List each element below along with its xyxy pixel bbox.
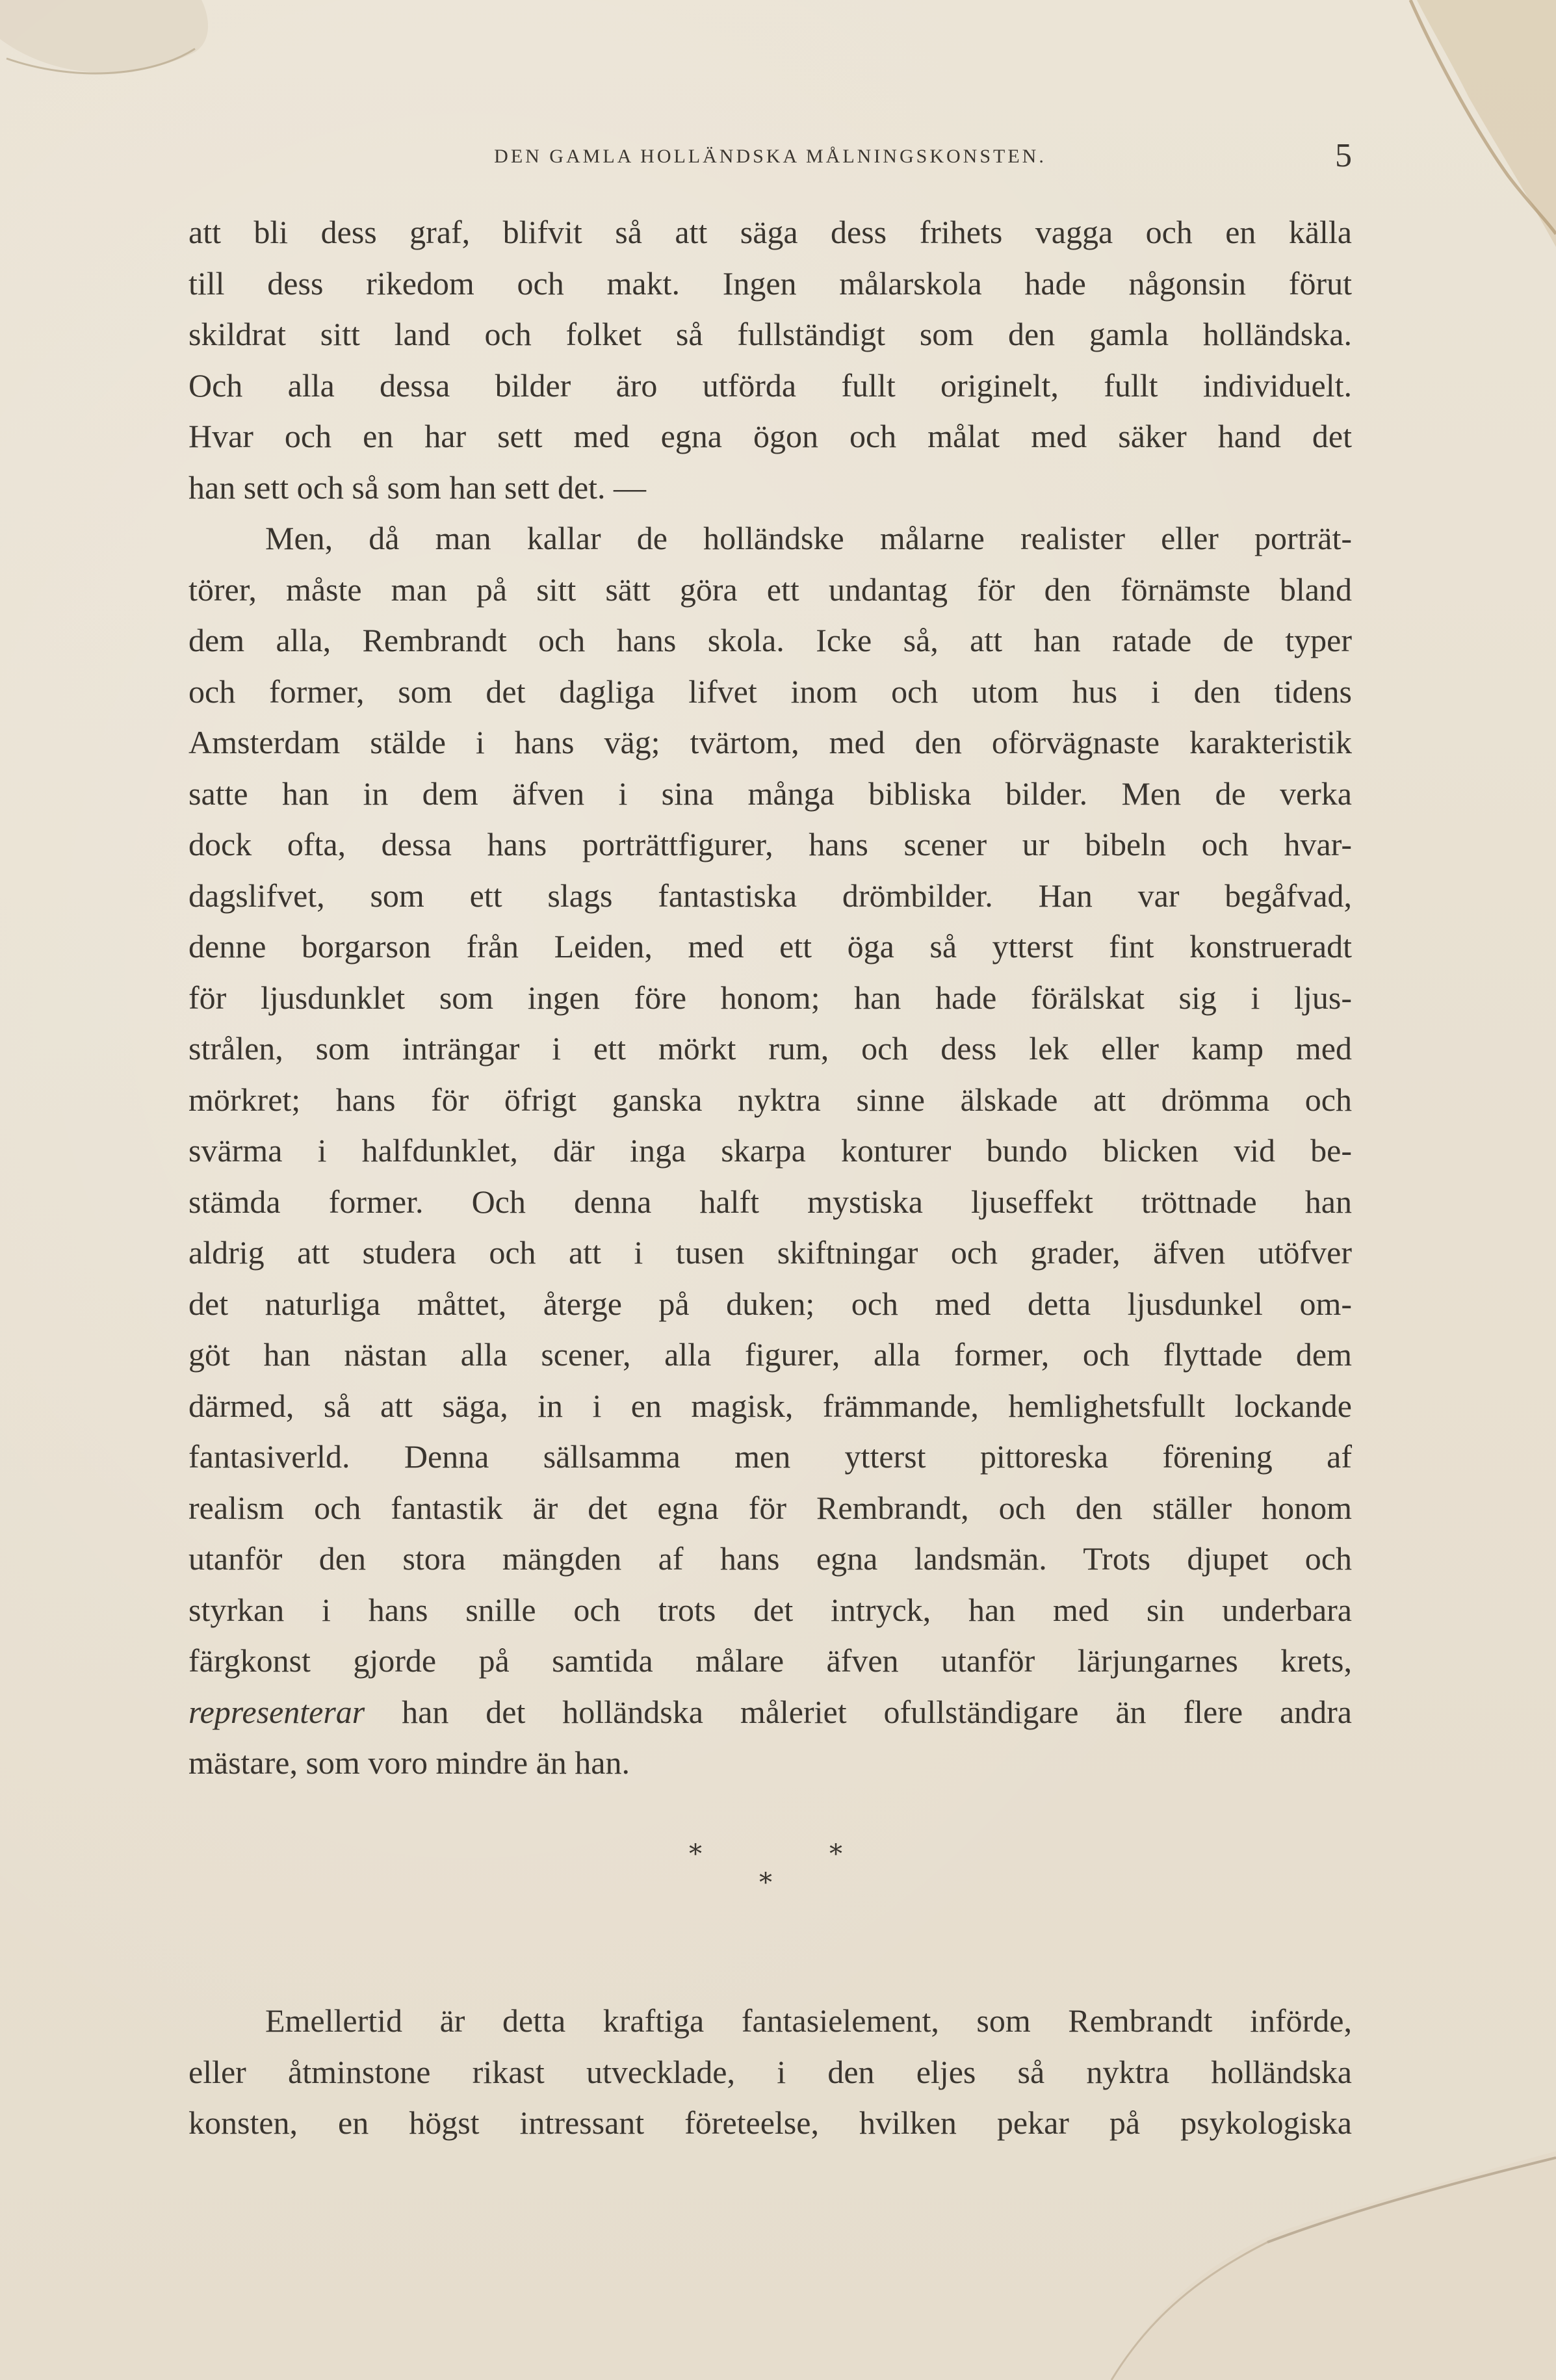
line-continuation: han det holländska måleriet ofullständigare än flere andra [402,1693,1353,1730]
text-line: Men, då man kallar de holländske målarne realister eller porträt- [265,520,1352,556]
text-line: törer, måste man på sitt sätt göra ett undantag för den förnämste bland [188,571,1352,608]
paragraph-1 [188,207,1352,513]
asterisk-right: * [829,1839,842,1869]
text-line: aldrig att studera och att i tusen skiftningar och grader, äfven utöfver [188,1234,1352,1271]
page-number: 5 [1335,137,1352,174]
text-line: eller åtminstone rikast utvecklade, i den eljes så nyktra holländska [188,2053,1352,2090]
text-line [188,1687,1352,1738]
page-header [188,137,1352,179]
asterisk-bottom: * [759,1868,772,1898]
text-line: stämda former. Och denna halft mystiska ljuseffekt tröttnade han [188,1183,1352,1220]
crease-bottom-right [1072,2132,1556,2380]
text-line: att bli dess graf, blifvit så att säga dess frihets vagga och en källa [188,214,1352,250]
text-line: det naturliga måttet, återge på duken; och med detta ljusdunkel om- [188,1285,1352,1322]
text-line: dock ofta, dessa hans porträttfigurer, hans scener ur bibeln och hvar- [188,826,1352,862]
text-line: för ljusdunklet som ingen före honom; han hade förälskat sig i ljus- [188,979,1352,1016]
text-line: färgkonst gjorde på samtida målare äfven utanför lärjungarnes krets, [188,1642,1352,1679]
text-line: fantasiverld. Denna sällsamma men ytterst pittoreska förening af [188,1438,1352,1475]
running-title: DEN GAMLA HOLLÄNDSKA MÅLNINGSKONSTEN. [494,146,1046,167]
paragraph-2 [188,513,1352,1789]
text-line: styrkan i hans snille och trots det intryck, han med sin underbara [188,1591,1352,1628]
text-line: och former, som det dagliga lifvet inom och utom hus i den tidens [188,673,1352,710]
text-line: konsten, en högst intressant företeelse, hvilken pekar på psykologiska [188,2104,1352,2141]
corner-stain-top-right [1397,0,1556,273]
text-line: därmed, så att säga, in i en magisk, främmande, hemlighetsfullt lockande [188,1387,1352,1424]
text-line: mörkret; hans för öfrigt ganska nyktra sinne älskade att drömma och [188,1081,1352,1118]
text-line: Och alla dessa bilder äro utförda fullt originelt, fullt individuelt. [188,367,1352,404]
italic-word: representerar [188,1693,365,1730]
text-line: utanför den stora mängden af hans egna landsmän. Trots djupet och [188,1540,1352,1577]
text-line: realism och fantastik är det egna för Rembrandt, och den ställer honom [188,1489,1352,1526]
corner-stain-top-left [0,0,273,91]
text-line: skildrat sitt land och folket så fullständigt som den gamla holländska. [188,316,1352,352]
body-text [188,207,1352,1789]
text-line: Emellertid är detta kraftiga fantasielement, som Rembrandt införde, [265,2002,1352,2039]
paragraph-3 [188,1995,1352,2149]
text-line: svärma i halfdunklet, där inga skarpa konturer bundo blicken vid be- [188,1132,1352,1169]
asterisk-left: * [689,1839,702,1869]
text-line: dem alla, Rembrandt och hans skola. Icke så, att han ratade de typer [188,622,1352,658]
text-line: Hvar och en har sett med egna ögon och målat med säker hand det [188,418,1352,454]
text-line: göt han nästan alla scener, alla figurer, alla former, och flyttade dem [188,1336,1352,1373]
asterism-separator [676,1839,871,1917]
text-line: strålen, som inträngar i ett mörkt rum, och dess lek eller kamp med [188,1030,1352,1067]
text-line: Amsterdam stälde i hans väg; tvärtom, med den oförvägnaste karakteristik [188,724,1352,760]
text-line: denne borgarson från Leiden, med ett öga så ytterst fint konstrueradt [188,928,1352,964]
text-line: mästare, som voro mindre än han. [188,1744,630,1781]
text-line: han sett och så som han sett det. — [188,469,647,506]
text-line: till dess rikedom och makt. Ingen målarskola hade någonsin förut [188,265,1352,302]
text-line: satte han in dem äfven i sina många bibliska bilder. Men de verka [188,775,1352,812]
text-line: dagslifvet, som ett slags fantastiska drömbilder. Han var begåfvad, [188,877,1352,914]
